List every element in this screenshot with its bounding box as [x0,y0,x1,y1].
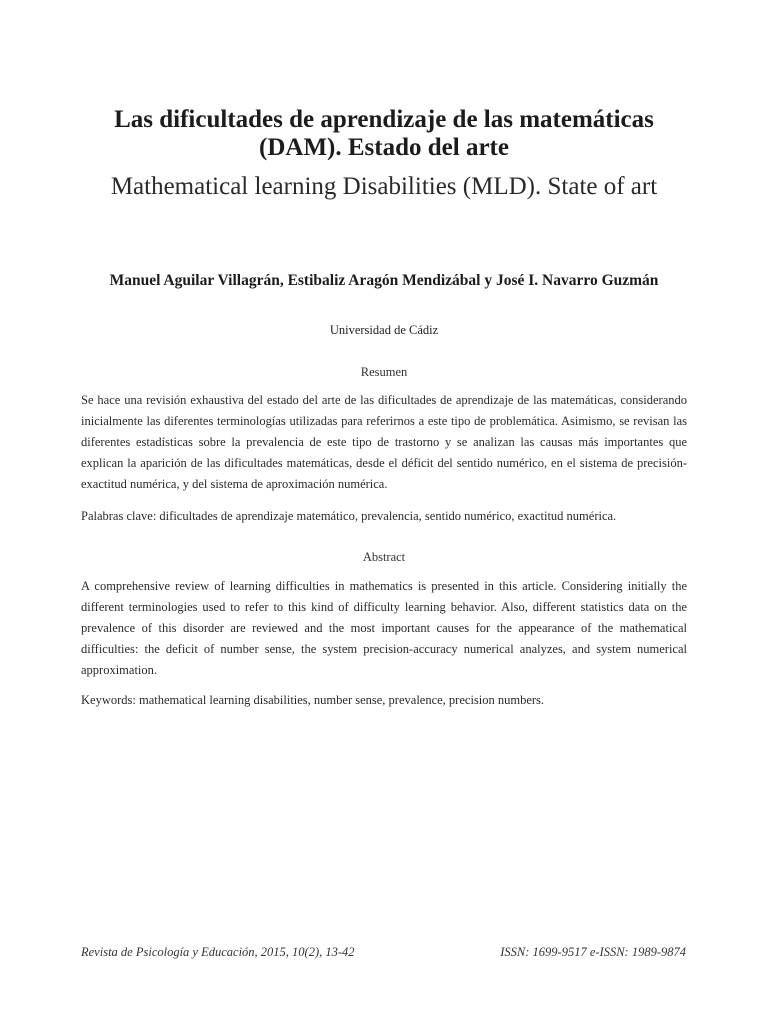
title-spanish: Las dificultades de aprendizaje de las matemáticas (DAM). Estado del arte [114,106,654,161]
abstract-heading: Abstract [362,550,406,564]
issn: ISSN: 1699-9517 e-ISSN: 1989-9874 [500,945,686,959]
title-english: Mathematical learning Disabilities (MLD). State of art [110,173,658,200]
authors: Manuel Aguilar Villagrán, Estibaliz Aragón Mendizábal y José I. Navarro Guzmán [109,272,659,289]
resumen-body: Se hace una revisión exhaustiva del estado del arte de las dificultades de aprendizaje de las matemáticas, considerando inicialmente las diferentes terminologías utilizadas para referirnos a este tipo de problemática. Asimismo, se revisan las diferentes estadísticas sobre la prevalencia de este tipo de trastorno y se analizan las causas más importantes que explican la aparición de las dificultades matemáticas, desde el déficit del sentido numérico, en el sistema de precisión-exactitud numérica, y del sistema de aproximación numérica. [81,393,687,491]
abstract-body: A comprehensive review of learning difficulties in mathematics is presented in this article. Considering initially the different terminologies used to refer to this kind of difficulty learning behavior. Also, different statistics data on the prevalence of this disorder are reviewed and the most important causes for the appearance of the mathematical difficulties: the deficit of number sense, the system precision-accuracy numerical analyzes, and system numerical approximation. [81,579,687,677]
resumen-heading: Resumen [360,365,408,379]
keywords: Keywords: mathematical learning disabilities, number sense, prevalence, precision numbers. [81,693,545,707]
palabras-clave: Palabras clave: dificultades de aprendizaje matemático, prevalencia, sentido numérico, exactitud numérica. [81,509,617,523]
affiliation: Universidad de Cádiz [329,323,439,337]
journal-citation: Revista de Psicología y Educación, 2015, 10(2), 13-42 [81,945,355,959]
